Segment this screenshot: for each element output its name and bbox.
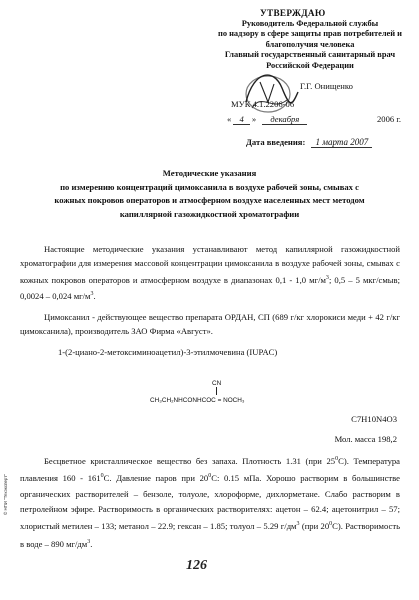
effective-date-value: 1 марта 2007	[311, 137, 372, 148]
desc-text-5: (при 20	[299, 521, 330, 532]
molecular-formula: C7H10N4O3	[351, 414, 397, 424]
active-substance-paragraph: Цимоксанил - действующее вещество препарата ОРДАН, СП (689 г/кг хлорокиси меди + 42 г/кг цимоксанила), производитель ЗАО Фирма «Август».	[20, 312, 400, 337]
struct-bond-line	[216, 387, 217, 395]
approval-line-4: Главный государственный санитарный врач	[224, 50, 396, 59]
intro-paragraph	[20, 242, 400, 303]
signer-name: Г.Г. Онищенко	[300, 81, 353, 91]
side-copyright-note: © НПИ "Техэксперт"	[3, 474, 8, 515]
intro-text-1: Настоящие методические указания устанавливают метод капиллярной газожидкостной хроматографии для измерения массовой концентрации цимоксанила в воздухе рабочей зоны, смывах с кожных покровов операторов и атмосферном воздухе в диапазонах 0,1 - 1,0 мг/м	[20, 244, 400, 285]
approval-date-day: 4	[233, 114, 249, 125]
desc-sup-2: 3	[87, 538, 91, 545]
approval-line-1: Руководитель Федеральной службы	[241, 18, 379, 28]
effective-date-label: Дата введения:	[246, 137, 306, 147]
desc-sup-1: 3	[296, 521, 300, 528]
approval-date-year: 2006 г.	[377, 114, 402, 124]
desc-deg-3: 0	[208, 473, 212, 480]
page-number: 126	[186, 558, 207, 573]
desc-text-1: Бесцветное кристаллическое вещество без запаха. Плотность 1.31 (при 25	[44, 455, 336, 466]
title-line-3: кожных покровов операторов и атмосферном воздухе населенных мест методом	[54, 195, 365, 205]
document-title	[0, 167, 419, 221]
effective-date	[246, 137, 416, 147]
struct-cn-label: CN	[212, 380, 222, 387]
desc-text-3: С. Давление паров при 20	[103, 473, 209, 484]
desc-text-4: С: 0.15 мПа. Хорошо растворим в большинстве органических растворителей – бензоле, толуоле, хлороформе, дихлорметане. Слабо растворим в петролейном эфире. Растворимость в органических растворителях: ацетон – 62.4; ацетонитрил – 57; хлористый метилен – 133; метанол – 22.9; гексан – 1.85; толуол – 5.29 г/дм	[20, 473, 400, 532]
title-line-1: Методические указания	[162, 168, 257, 178]
approval-date: « 4 » декабря 2006 г.	[227, 114, 402, 124]
stamp-signature-graphic	[232, 62, 302, 122]
struct-formula-line: CH₃CH₂NHCONHCOC = NOCH₃	[150, 397, 245, 404]
desc-deg-1: 0	[335, 456, 339, 462]
approval-heading: УТВЕРЖДАЮ	[260, 8, 326, 18]
approval-line-5: Российской Федерации	[266, 60, 354, 70]
document-code: МУК 4.1.2206-06	[231, 99, 295, 109]
intro-text-2: ; 0,5 – 5 мкг/смыв; 0,0024 – 0,024 мг/м	[20, 274, 400, 301]
intro-text-end: .	[93, 290, 96, 301]
intro-sup-1: 3	[325, 274, 329, 281]
desc-text-6: С). Растворимость в воде – 890 мг/дм	[20, 521, 400, 549]
desc-text-2: С). Температура плавления 160 - 161	[20, 455, 400, 484]
title-line-2: по измерению концентраций цимоксанила в воздухе рабочей зоны, смывах с	[60, 181, 359, 192]
title-line-4: капиллярной газожидкостной хроматографии	[119, 208, 300, 219]
desc-deg-2: 0	[100, 473, 104, 480]
molecular-mass: Мол. масса 198,2	[334, 434, 397, 444]
approval-line-3: благополучия человека	[265, 39, 355, 49]
desc-text-7: .	[90, 538, 93, 549]
desc-deg-4: 0	[329, 521, 333, 528]
intro-sup-2: 3	[90, 291, 94, 298]
approval-line-2: по надзору в сфере защиты прав потребителей и	[218, 29, 402, 38]
description-paragraph	[20, 452, 400, 552]
iupac-name: 1-(2-циано-2-метоксиминоацетил)-3-этилмочевина (IUPAC)	[58, 347, 278, 357]
approval-date-month: декабря	[262, 114, 307, 125]
